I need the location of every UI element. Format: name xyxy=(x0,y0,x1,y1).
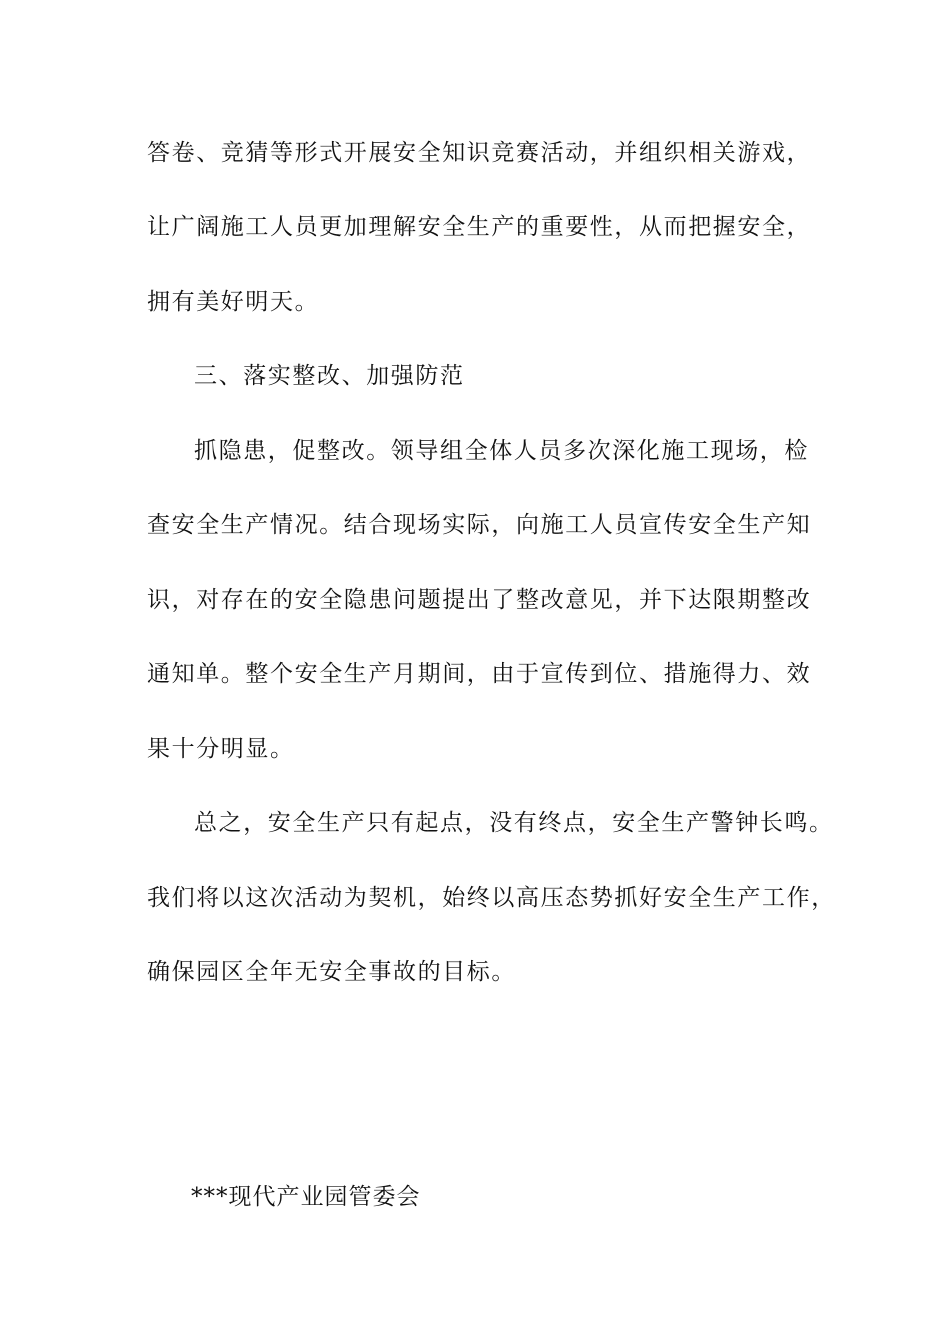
section-heading-3: 三、落实整改、加强防范 xyxy=(194,363,465,389)
signature: ***现代产业园管委会 xyxy=(191,1184,421,1210)
paragraph-1-line-1: 答卷、竞猜等形式开展安全知识竞赛活动，并组织相关游戏， xyxy=(147,140,812,166)
paragraph-3-line-1: 总之，安全生产只有起点，没有终点，安全生产警钟长鸣。 xyxy=(194,810,834,836)
paragraph-2-line-5: 果十分明显。 xyxy=(147,736,295,762)
paragraph-2-line-3: 识，对存在的安全隐患问题提出了整改意见，并下达限期整改 xyxy=(147,587,812,613)
paragraph-3-line-2: 我们将以这次活动为契机，始终以高压态势抓好安全生产工作， xyxy=(147,885,836,911)
paragraph-2-line-2: 查安全生产情况。结合现场实际，向施工人员宣传安全生产知 xyxy=(147,512,812,538)
paragraph-2-line-4: 通知单。整个安全生产月期间，由于宣传到位、措施得力、效 xyxy=(147,661,812,687)
paragraph-1-line-2: 让广阔施工人员更加理解安全生产的重要性，从而把握安全， xyxy=(147,214,812,240)
paragraph-3-line-3: 确保园区全年无安全事故的目标。 xyxy=(147,959,516,985)
paragraph-2-line-1: 抓隐患，促整改。领导组全体人员多次深化施工现场，检 xyxy=(194,438,809,464)
paragraph-1-line-3: 拥有美好明天。 xyxy=(147,289,320,315)
